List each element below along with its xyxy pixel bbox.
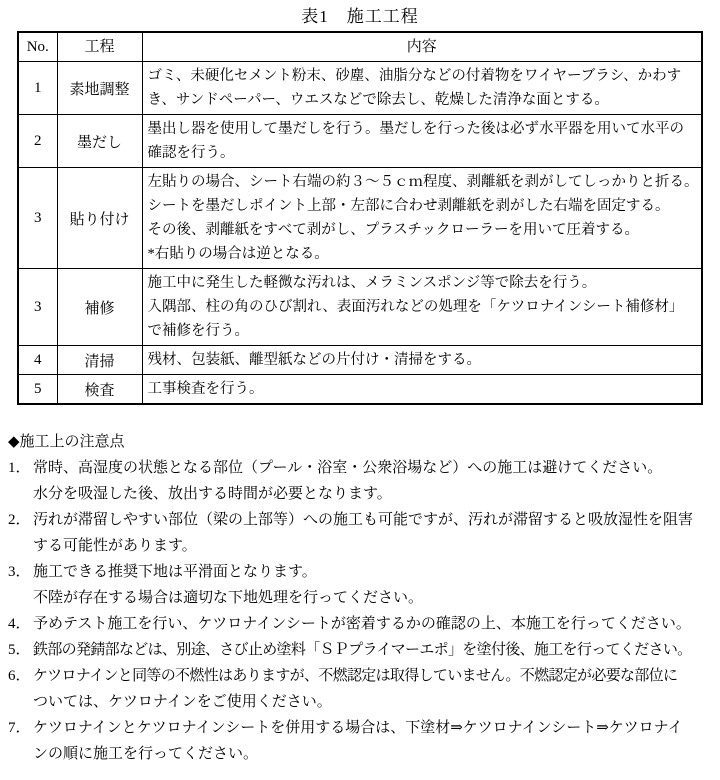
content-line: 左貼りの場合、シート右端の約３～５ｃｍ程度、剥離紙を剥がしてしっかりと折る。 — [147, 174, 699, 190]
cell-content — [142, 346, 702, 375]
note-number: 6． — [8, 668, 31, 684]
cell-process: 素地調整 — [57, 62, 142, 115]
cell-no: 3 — [18, 168, 57, 269]
content-line: 工事検査を行う。 — [147, 381, 264, 397]
cell-process: 墨だし — [57, 115, 142, 168]
table-header-row — [18, 32, 702, 62]
content-line: その後、剥離紙をすべて剥がし、プラスチックローラーを用いて圧着する。 — [147, 222, 640, 238]
note-item — [8, 507, 720, 559]
note-line: 不陸が存在する場合は適切な下地処理を行ってください。 — [33, 590, 424, 606]
content-line: 墨出し器を使用して墨だしを行う。墨だしを行った後は必ず水平器を用いて水平の — [147, 121, 684, 137]
cell-content — [142, 375, 702, 405]
note-line: 鉄部の発錆部などは、別途、さび止め塗料「ＳＰプライマーエポ」を塗付後、施工を行ってください。 — [33, 642, 692, 658]
header-no: No. — [18, 32, 57, 62]
content-line: で補修を行う。 — [147, 323, 249, 339]
cell-content — [142, 62, 702, 115]
header-process: 工程 — [57, 32, 142, 62]
cell-no: 3 — [18, 269, 57, 346]
content-line: *右貼りの場合は逆となる。 — [147, 246, 329, 262]
note-number: 3． — [8, 564, 31, 580]
cell-process: 清掃 — [57, 346, 142, 375]
cell-no: 1 — [18, 62, 57, 115]
cell-no: 2 — [18, 115, 57, 168]
table-row — [18, 269, 702, 346]
note-number: 1． — [8, 460, 31, 476]
cell-no: 5 — [18, 375, 57, 405]
cell-no: 4 — [18, 346, 57, 375]
note-line: ケツロナインと同等の不燃性はありますが、不燃認定は取得していません。不燃認定が必要な部位に — [33, 668, 678, 684]
table-row — [18, 168, 702, 269]
note-line: ケツロナインとケツロナインシートを併用する場合は、下塗材⇒ケツロナインシート⇒ケツロナイ — [33, 720, 683, 736]
note-item — [8, 715, 720, 767]
content-line: 施工中に発生した軽微な汚れは、メラミンスポンジ等で除去を行う。 — [147, 275, 597, 291]
note-item — [8, 611, 720, 637]
content-line: 確認を行う。 — [147, 145, 235, 161]
note-line: ンの順に施工を行ってください。 — [33, 746, 259, 762]
note-number: 7． — [8, 720, 31, 736]
note-item — [8, 663, 720, 715]
content-line: き、サンドペーパー、ウエスなどで除去し、乾燥した清浄な面とする。 — [147, 92, 609, 108]
cell-content — [142, 115, 702, 168]
note-item — [8, 559, 720, 611]
cell-content — [142, 168, 702, 269]
cell-content — [142, 269, 702, 346]
note-line: 予めテスト施工を行い、ケツロナインシートが密着するかの確認の上、本施工を行ってください。 — [33, 616, 691, 632]
header-content: 内容 — [142, 32, 702, 62]
table-row — [18, 375, 702, 405]
table-title: 表1 施工工程 — [301, 7, 419, 26]
note-line: ついては、ケツロナインをご使用ください。 — [33, 694, 332, 710]
note-line: 汚れが滞留しやすい部位（梁の上部等）への施工も可能ですが、汚れが滞留すると吸放湿性を阻害 — [33, 512, 694, 528]
content-line: 入隅部、柱の角のひび割れ、表面汚れなどの処理を「ケツロナインシート補修材」 — [147, 299, 684, 315]
note-line: 施工できる推奨下地は平滑面となります。 — [33, 564, 317, 580]
construction-notes-section — [8, 429, 720, 767]
note-number: 2． — [8, 512, 31, 528]
note-line: する可能性があります。 — [33, 538, 197, 554]
content-line: ゴミ、未硬化セメント粉末、砂塵、油脂分などの付着物をワイヤーブラシ、かわす — [147, 68, 682, 84]
table-row — [18, 62, 702, 115]
note-line: 水分を吸湿した後、放出する時間が必要となります。 — [33, 486, 392, 502]
cell-process: 貼り付け — [57, 168, 142, 269]
note-item — [8, 455, 720, 507]
note-item — [8, 637, 720, 663]
table-row — [18, 346, 702, 375]
cell-process: 検査 — [57, 375, 142, 405]
note-number: 5． — [8, 642, 31, 658]
table-row — [18, 115, 702, 168]
note-number: 4． — [8, 616, 31, 632]
notes-heading: ◆施工上の注意点 — [8, 434, 125, 450]
content-line: 残材、包装紙、離型紙などの片付け・清掃をする。 — [147, 352, 481, 368]
content-line: シートを墨だしポイント上部・左部に合わせ剥離紙を剥がした右端を固定する。 — [147, 198, 670, 214]
note-line: 常時、高湿度の状態となる部位（プール・浴室・公衆浴場など）への施工は避けてください。 — [33, 460, 663, 476]
construction-process-table — [17, 31, 703, 405]
cell-process: 補修 — [57, 269, 142, 346]
